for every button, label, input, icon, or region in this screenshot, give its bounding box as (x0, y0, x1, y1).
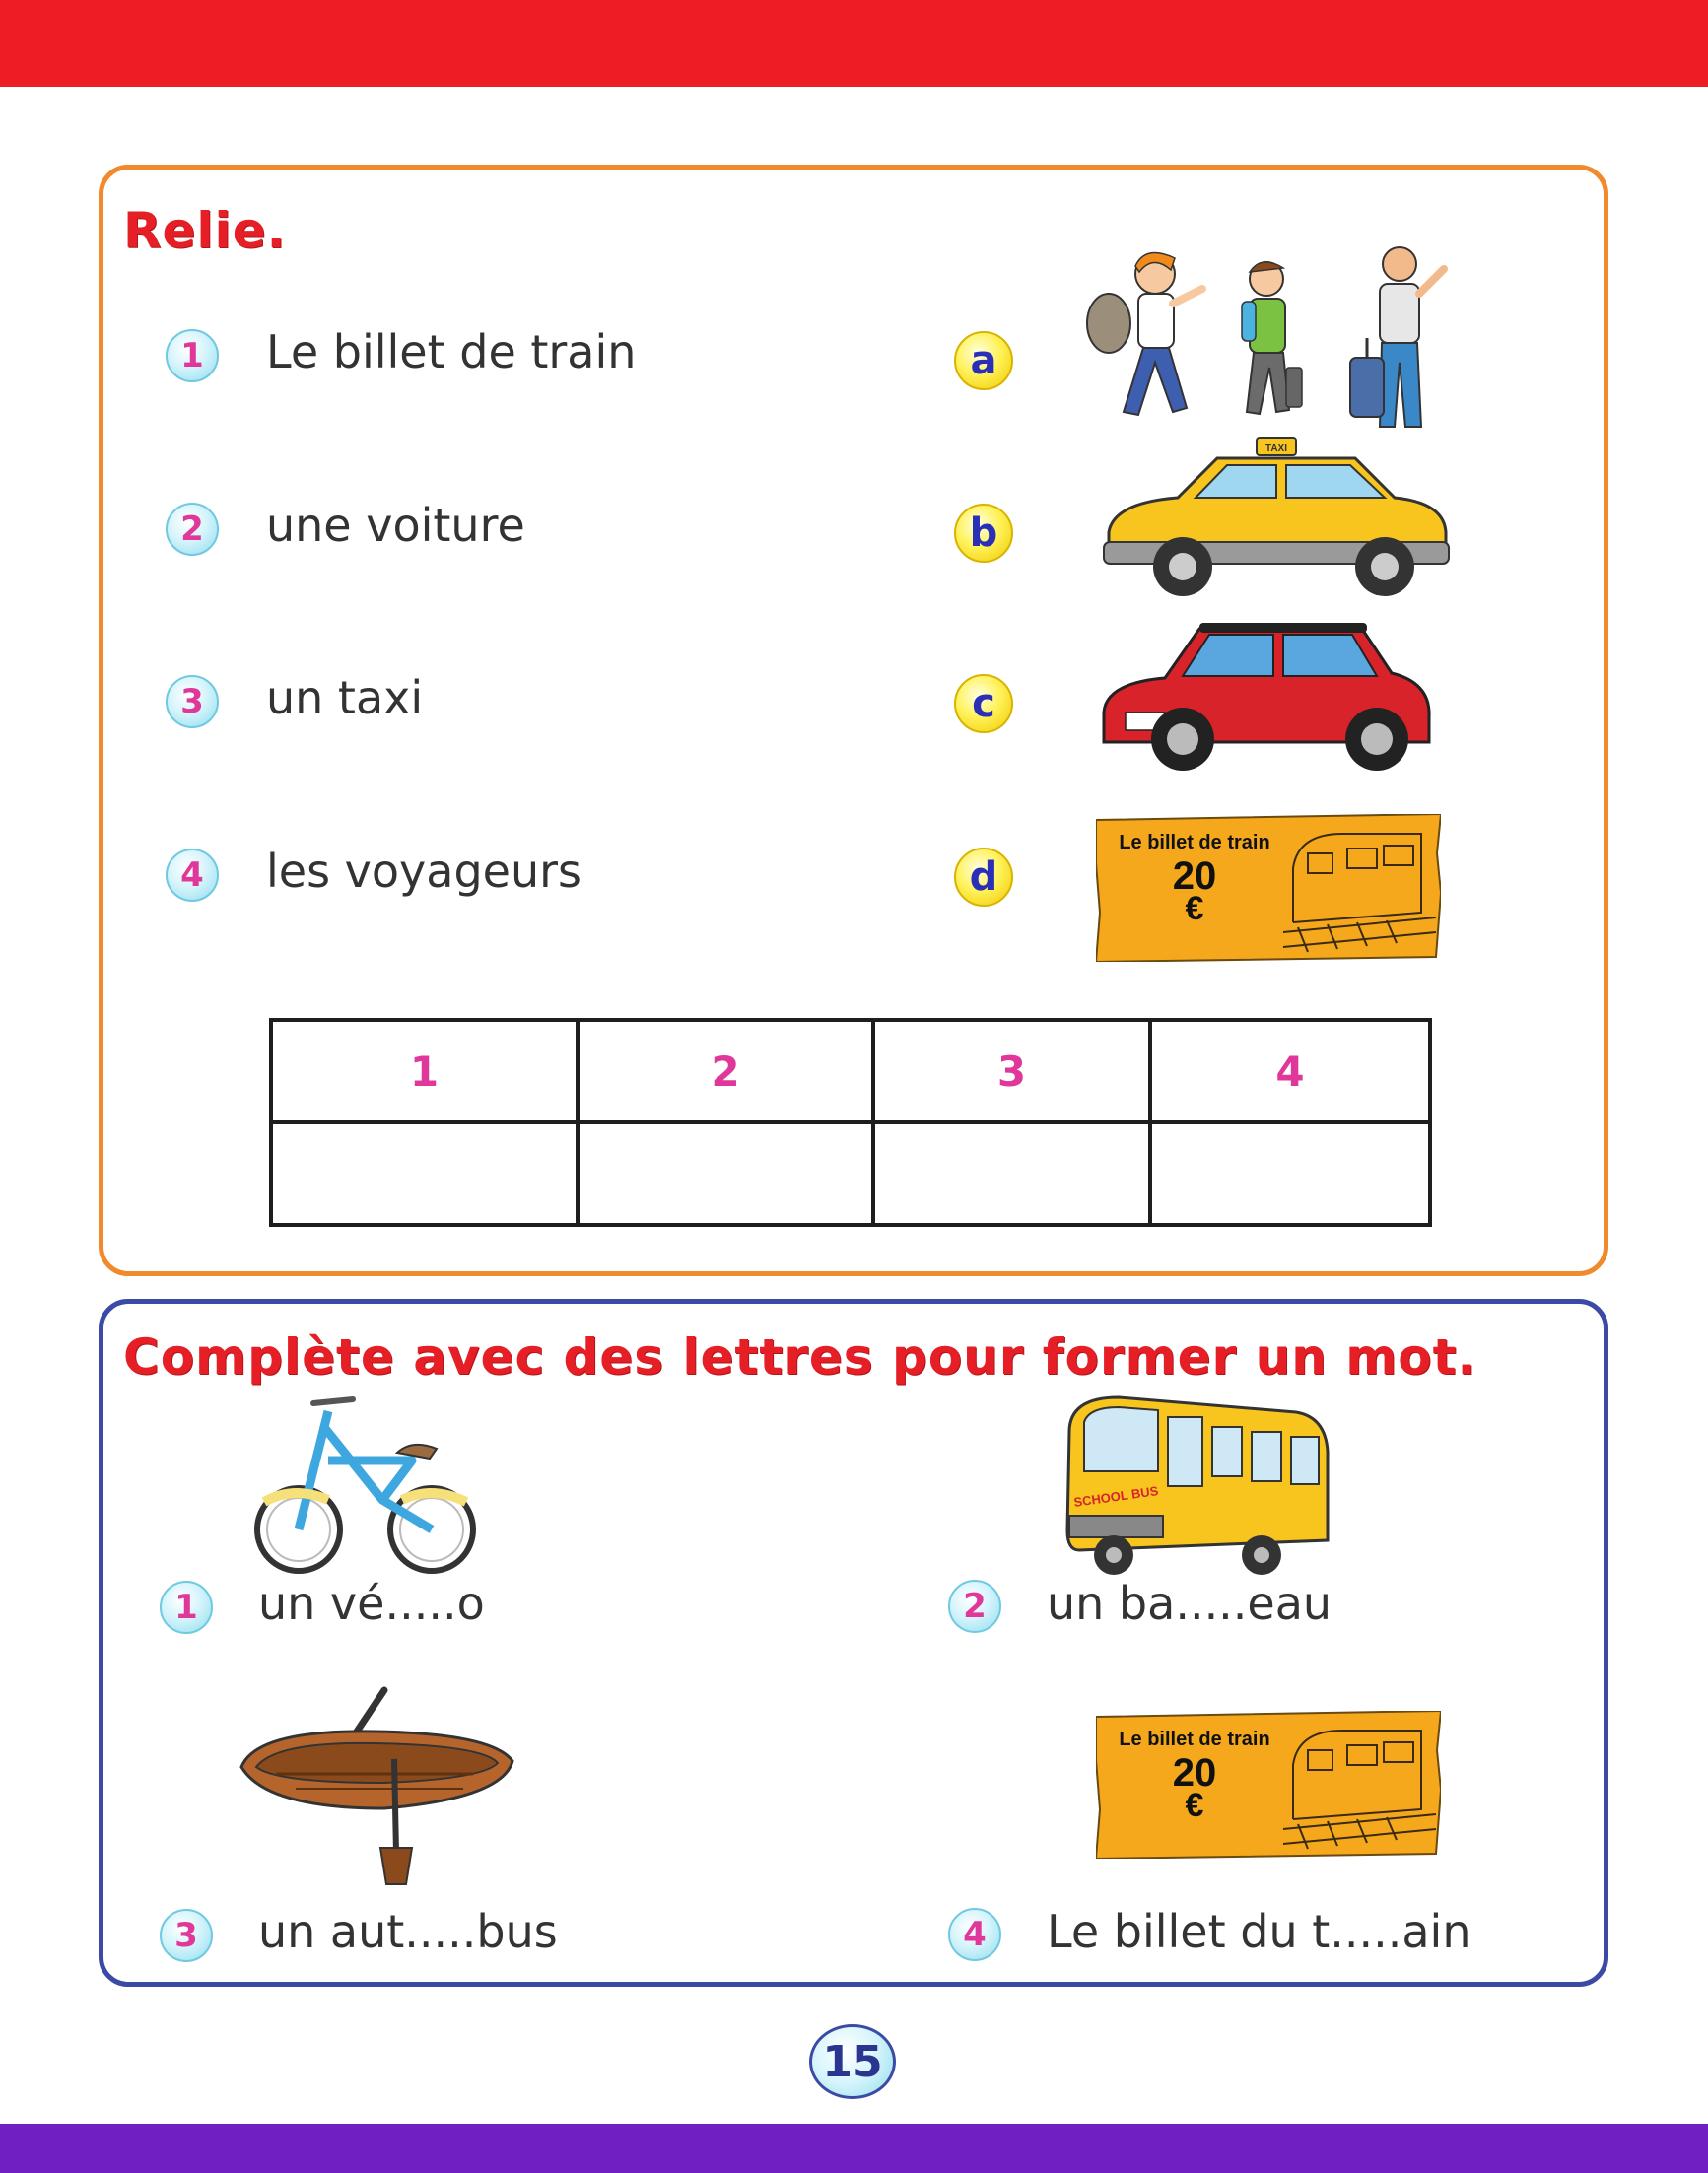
ticket-price: 20 (1172, 1751, 1217, 1795)
letter-badge-b: b (954, 504, 1013, 563)
complete-item-4-text: Le billet du t.....ain (1047, 1905, 1471, 1958)
relie-item-2-text: une voiture (266, 499, 525, 552)
complete-title: Complète avec des lettres pour former un mot. (123, 1328, 1477, 1386)
train-ticket-picture (1096, 814, 1441, 962)
answer-cell-4[interactable] (1150, 1122, 1430, 1225)
letter-badge-a: a (954, 331, 1013, 390)
train-ticket-picture-2 (1096, 1711, 1441, 1859)
number-badge-4: 4 (166, 849, 219, 902)
number-badge-1: 1 (166, 329, 219, 382)
relie-title: Relie. (123, 202, 287, 259)
complete-item-2-text: un ba.....eau (1047, 1577, 1332, 1630)
complete-item-1-text: un vé.....o (258, 1577, 485, 1630)
page-number: 15 (809, 2024, 896, 2099)
complete-item-3-text: un aut.....bus (258, 1905, 558, 1958)
number-badge-1: 1 (160, 1581, 213, 1634)
bottom-color-bar (0, 2124, 1708, 2173)
ticket-currency: € (1185, 890, 1204, 927)
answer-cell-2[interactable] (578, 1122, 873, 1225)
ticket-title: Le billet de train (1119, 1729, 1270, 1750)
answer-table (269, 1018, 1432, 1227)
ticket-currency: € (1185, 1787, 1204, 1824)
number-badge-2: 2 (166, 503, 219, 556)
taxi-picture (1099, 434, 1454, 603)
number-badge-4: 4 (948, 1908, 1001, 1961)
answer-cell-1[interactable] (271, 1122, 578, 1225)
school-bus-picture (1059, 1392, 1335, 1580)
bus-label: SCHOOL BUS (1072, 1483, 1160, 1510)
number-badge-3: 3 (166, 675, 219, 728)
red-car-picture (1096, 619, 1436, 777)
top-color-bar (0, 0, 1708, 87)
answer-cell-3[interactable] (873, 1122, 1150, 1225)
table-header-cell: 2 (578, 1020, 873, 1122)
table-header-row (271, 1020, 1430, 1122)
table-header-cell: 3 (873, 1020, 1150, 1122)
bicycle-picture (254, 1392, 481, 1579)
relie-item-3-text: un taxi (266, 671, 424, 724)
table-answer-row (271, 1122, 1430, 1225)
letter-badge-d: d (954, 848, 1013, 907)
table-header-cell: 4 (1150, 1020, 1430, 1122)
taxi-sign-text: TAXI (1264, 443, 1288, 454)
number-badge-2: 2 (948, 1580, 1001, 1633)
table-header-cell: 1 (271, 1020, 578, 1122)
travellers-picture (1084, 244, 1469, 437)
letter-badge-c: c (954, 674, 1013, 733)
number-badge-3: 3 (160, 1909, 213, 1962)
relie-item-1-text: Le billet de train (266, 325, 637, 378)
ticket-title: Le billet de train (1119, 832, 1270, 853)
ticket-price: 20 (1172, 854, 1217, 898)
relie-item-4-text: les voyageurs (266, 845, 581, 898)
rowboat-picture (237, 1680, 517, 1892)
